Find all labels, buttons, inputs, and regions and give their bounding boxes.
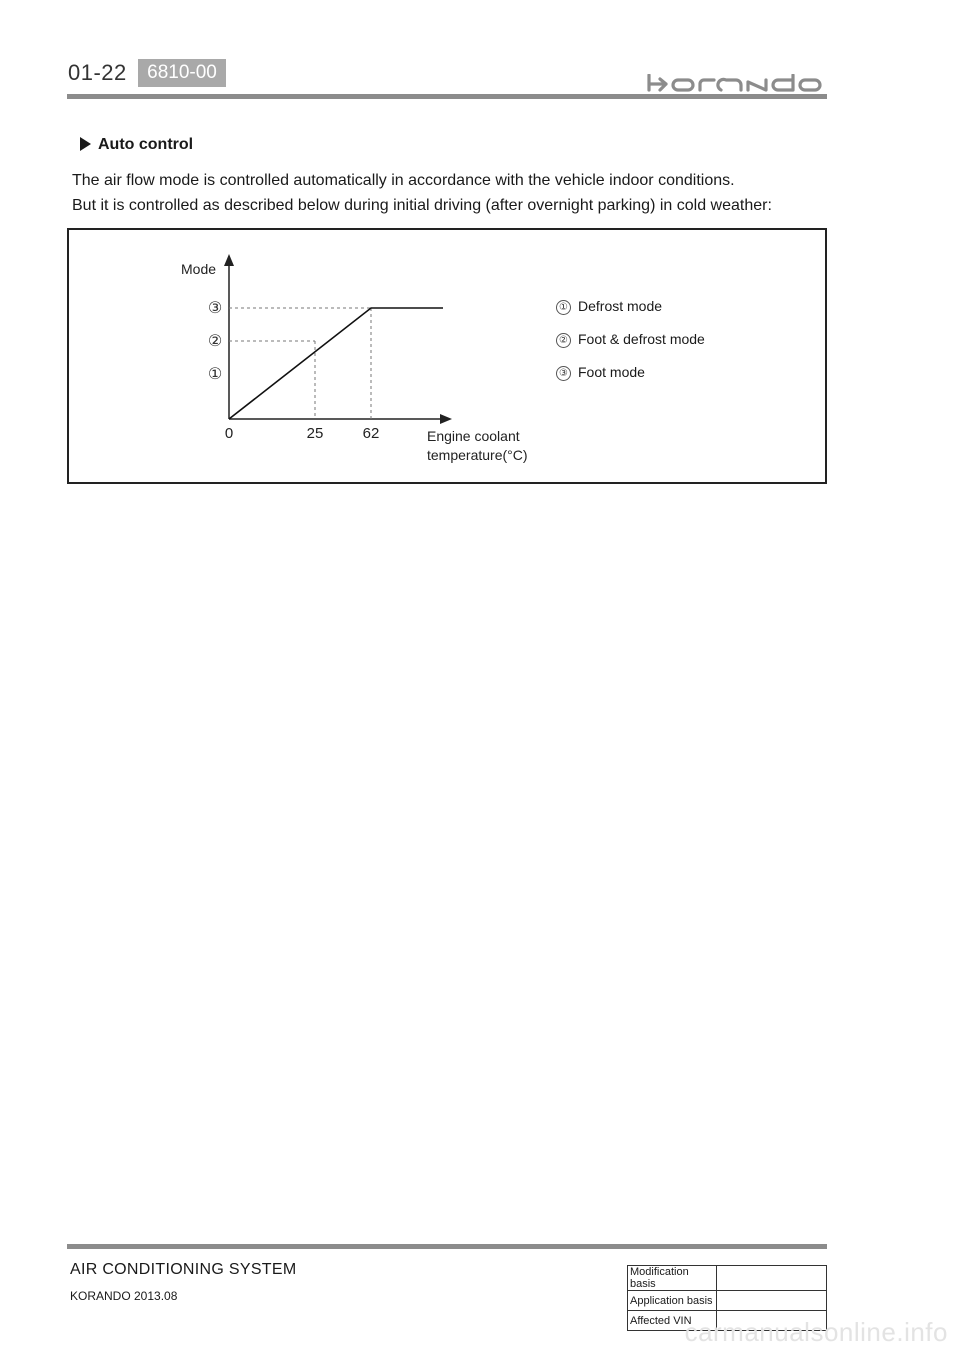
section-heading-text: Auto control: [98, 136, 194, 153]
footer-rule: [67, 1244, 827, 1249]
table-row: [628, 1291, 827, 1311]
series-line: [229, 308, 443, 419]
y-tick-labels: [208, 298, 222, 383]
korando-logo: [646, 74, 826, 92]
triangle-bullet-icon: [80, 137, 91, 151]
header-rule: [67, 94, 827, 99]
watermark: carmanualsonline.info: [684, 1317, 948, 1347]
x-axis-label-line-2: temperature(°C): [427, 447, 528, 463]
footer-model: KORANDO 2013.08: [70, 1289, 178, 1303]
section-code-badge: 6810-00: [138, 59, 226, 87]
y-tick-label: ①: [207, 364, 223, 383]
paragraph-1: The air flow mode is controlled automatically in accordance with the vehicle indoor conditions.: [72, 172, 735, 189]
legend-marker: ①: [556, 300, 571, 315]
table-cell-label: Modification basis: [628, 1266, 717, 1291]
table-cell-label: Application basis: [628, 1291, 717, 1311]
paragraph-2: But it is controlled as described below during initial driving (after overnight parking) in cold weather:: [72, 197, 772, 214]
figure-box: [67, 228, 827, 484]
table-cell-value: [717, 1266, 827, 1291]
x-tick-label: 25: [306, 425, 324, 442]
page-number: 01-22: [68, 60, 127, 85]
x-axis-label: [427, 428, 528, 463]
legend-item-defrost: [556, 298, 662, 315]
legend-label: Foot & defrost mode: [578, 331, 705, 347]
x-axis-arrow-icon: [440, 414, 452, 424]
y-axis-label: Mode: [181, 261, 217, 277]
table-cell-value: [717, 1291, 827, 1311]
legend-marker: ②: [556, 333, 571, 348]
x-axis-label-line-1: Engine coolant: [427, 428, 520, 444]
legend-label: Defrost mode: [578, 298, 663, 314]
x-tick-label: 0: [224, 425, 234, 442]
table-cell-label: Affected VIN: [628, 1311, 717, 1331]
legend-label: Foot mode: [578, 364, 645, 380]
legend-item-foot-defrost: [556, 331, 705, 348]
table-row: [628, 1266, 827, 1291]
mode-chart: [69, 230, 825, 482]
x-tick-label: 62: [362, 425, 380, 442]
section-heading: [80, 136, 193, 154]
footer-title: AIR CONDITIONING SYSTEM: [70, 1261, 297, 1278]
y-axis-arrow-icon: [224, 254, 234, 266]
x-tick-labels: [225, 425, 380, 442]
y-tick-label: ②: [207, 331, 223, 350]
legend-marker: ③: [556, 366, 571, 381]
legend-item-foot: [556, 364, 645, 381]
y-tick-label: ③: [207, 298, 223, 317]
